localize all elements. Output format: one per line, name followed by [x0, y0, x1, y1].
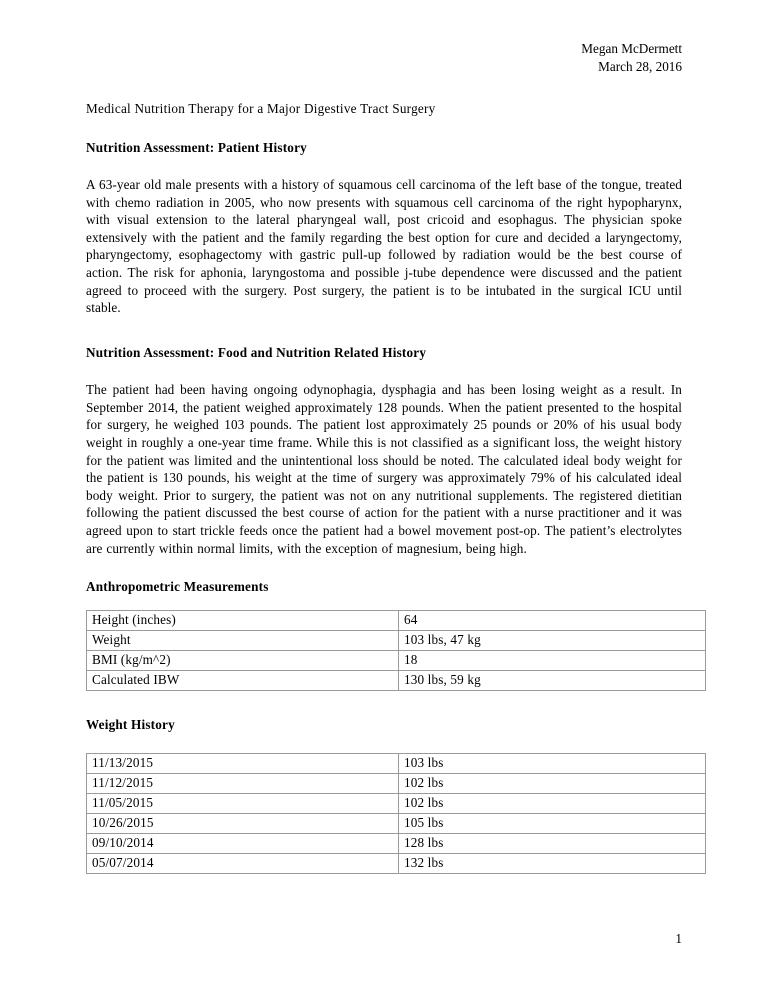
table-row [87, 854, 706, 874]
document-date: March 28, 2016 [598, 58, 682, 74]
heading-weight-history: Weight History [86, 716, 175, 732]
table-cell-label: BMI (kg/m^2) [87, 650, 399, 670]
table-cell-label: Weight [87, 630, 399, 650]
table-cell-date: 11/05/2015 [87, 794, 399, 814]
table-cell-weight: 128 lbs [399, 834, 706, 854]
anthropometric-table-body [87, 610, 706, 690]
table-cell-weight: 132 lbs [399, 854, 706, 874]
table-cell-value: 103 lbs, 47 kg [399, 630, 706, 650]
table-cell-date: 11/12/2015 [87, 774, 399, 794]
document-title: Medical Nutrition Therapy for a Major Digestive Tract Surgery [86, 101, 436, 116]
table-row [87, 774, 706, 794]
table-cell-date: 05/07/2014 [87, 854, 399, 874]
table-cell-weight: 105 lbs [399, 814, 706, 834]
paragraph-food-nutrition-history: The patient had been having ongoing odynophagia, dysphagia and has been losing weight as a result. In September 2014, the patient weighed approximately 128 pounds. When the patient presented to the hospital for surgery, he weighed 103 pounds. The patient lost approximately 25 pounds or 20% of his usual body weight in roughly a one-year time frame. While this is not classified as a significant loss, the weight history for the patient was limited and the unintentional loss should be noted. The calculated ideal body weight for the patient is 130 pounds, his weight at the time of surgery was approximately 79% of his calculated ideal body weight. Prior to surgery, the patient was not on any nutritional supplements. The registered dietitian following the patient discussed the best course of action for the patient with a nurse practitioner and it was agreed upon to start trickle feeds once the patient had a bowel movement post-op. The patient’s electrolytes are currently within normal limits, with the exception of magnesium, being high. [86, 382, 682, 556]
table-cell-value: 18 [399, 650, 706, 670]
weight-history-table-body [87, 754, 706, 874]
table-cell-weight: 102 lbs [399, 794, 706, 814]
table-row [87, 814, 706, 834]
table-cell-value: 64 [399, 610, 706, 630]
table-cell-date: 11/13/2015 [87, 754, 399, 774]
table-cell-label: Calculated IBW [87, 670, 399, 690]
paragraph-patient-history: A 63-year old male presents with a history of squamous cell carcinoma of the left base of the tongue, treated with chemo radiation in 2005, who now presents with squamous cell carcinoma of the right hypopharynx, with visual extension to the lateral pharyngeal wall, post cricoid and esophagus. The physician spoke extensively with the patient and the family regarding the best option for cure and decided a laryngectomy, pharyngectomy, esophagectomy with gastric pull-up followed by radiation would be the best course of action. The risk for aphonia, laryngostoma and possible j-tube dependence were discussed and the patient agreed to proceed with the surgery. Post surgery, the patient is to be intubated in the surgical ICU until stable. [86, 177, 682, 316]
table-row [87, 610, 706, 630]
heading-patient-history: Nutrition Assessment: Patient History [86, 139, 307, 155]
anthropometric-table-wrapper [86, 610, 682, 691]
weight-history-table [86, 753, 706, 874]
table-row [87, 650, 706, 670]
document-content [86, 40, 682, 874]
table-row [87, 834, 706, 854]
table-row [87, 670, 706, 690]
table-cell-value: 130 lbs, 59 kg [399, 670, 706, 690]
table-row [87, 794, 706, 814]
weight-history-table-wrapper [86, 753, 682, 874]
heading-anthropometric-measurements: Anthropometric Measurements [86, 579, 269, 595]
table-row [87, 754, 706, 774]
anthropometric-table [86, 610, 706, 691]
author-name: Megan McDermett [581, 41, 682, 56]
page-number: 1 [675, 931, 682, 946]
table-cell-date: 09/10/2014 [87, 834, 399, 854]
table-cell-date: 10/26/2015 [87, 814, 399, 834]
heading-food-nutrition-history: Nutrition Assessment: Food and Nutrition Related History [86, 344, 427, 360]
table-cell-weight: 103 lbs [399, 754, 706, 774]
document-header-block [86, 40, 682, 75]
table-cell-label: Height (inches) [87, 610, 399, 630]
table-cell-weight: 102 lbs [399, 774, 706, 794]
table-row [87, 630, 706, 650]
